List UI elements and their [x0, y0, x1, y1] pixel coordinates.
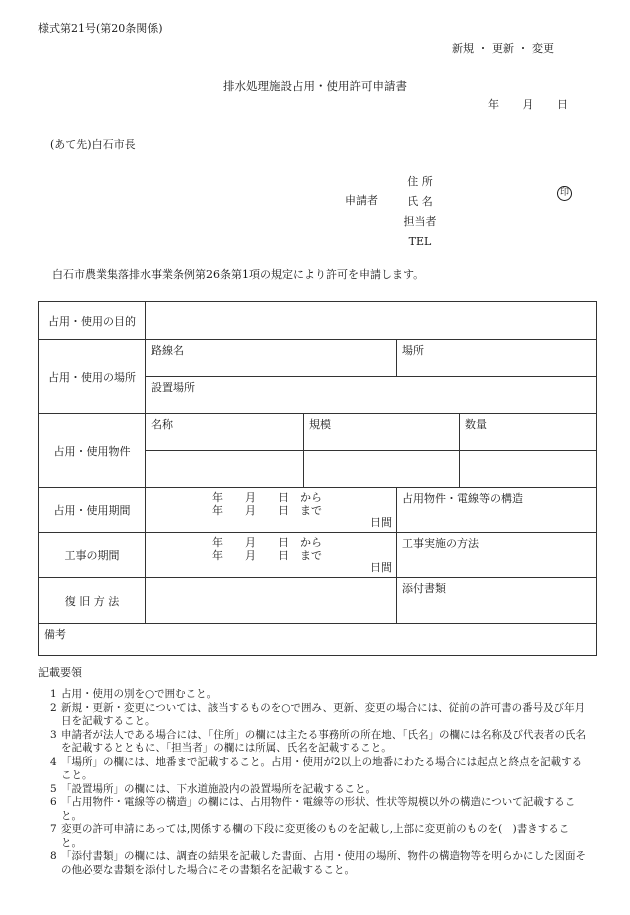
- note-item: [50, 823, 590, 850]
- note-text: 占用・使用の別を○で囲むこと。: [61, 688, 218, 700]
- period-label: 占用・使用期間: [39, 488, 146, 533]
- col-scale-label: 規模: [309, 418, 331, 431]
- note-text: 「設置場所」の欄には、下水道施設内の設置場所を記載すること。: [61, 782, 376, 795]
- notes-title: 記載要領: [38, 666, 82, 679]
- note-text: 申請者が法人である場合には、「住所」の欄には主たる事務所の所在地、「氏名」の欄には名称及び代表者の氏名を記載するとともに、「担当者」の欄には所属、氏名を記載すること。: [61, 728, 586, 754]
- application-kinds[interactable]: 新規 ・ 更新 ・ 変更: [452, 42, 554, 55]
- note-item: [50, 796, 590, 823]
- construction-to: 年 月 日 まで: [212, 549, 322, 562]
- note-item: [50, 688, 590, 702]
- period-dates: [212, 491, 322, 517]
- note-item: [50, 756, 590, 783]
- construction-from: 年 月 日 から: [212, 536, 322, 549]
- route-name-field[interactable]: [146, 340, 397, 377]
- date-line: [488, 96, 568, 112]
- applicant-address-label: 住 所: [407, 175, 433, 188]
- applicant-name-label: 氏 名: [407, 195, 433, 208]
- objects-label: 占用・使用物件: [39, 414, 146, 488]
- period-from: 年 月 日 から: [212, 491, 322, 504]
- form-number: 様式第21号(第20条関係): [38, 22, 163, 35]
- method-field[interactable]: [397, 533, 597, 578]
- page-title: 排水処理施設占用・使用許可申請書: [223, 79, 407, 93]
- note-number: 1: [50, 688, 57, 700]
- date-year: 年: [488, 98, 499, 111]
- applicant-label: 申請者: [345, 194, 378, 207]
- note-text: 「場所」の欄には、地番まで記載すること。占用・使用が2以上の地番にわたる場合には起点と終点を記載すること。: [61, 755, 583, 781]
- construction-period-field[interactable]: [146, 533, 397, 578]
- attached-field[interactable]: [397, 578, 597, 624]
- col-quantity-label: 数量: [465, 418, 487, 431]
- col-name-label: 名称: [151, 418, 173, 431]
- date-day: 日: [557, 98, 568, 111]
- note-number: 7: [50, 823, 57, 835]
- object-quantity-field-2[interactable]: [460, 451, 597, 488]
- remarks-field[interactable]: [39, 624, 597, 656]
- attached-label: 添付書類: [402, 582, 446, 595]
- location-label: 占用・使用の場所: [39, 340, 146, 414]
- object-scale-field[interactable]: [304, 414, 460, 451]
- restore-field[interactable]: [146, 578, 397, 624]
- structure-label: 占用物件・電線等の構造: [402, 492, 523, 505]
- notes-list: [50, 688, 590, 877]
- restore-label: 復 旧 方 法: [39, 578, 146, 624]
- period-days: 日間: [370, 516, 392, 529]
- purpose-label: 占用・使用の目的: [39, 302, 146, 340]
- applicant-person-label: 担当者: [403, 215, 437, 228]
- period-to: 年 月 日 まで: [212, 504, 322, 517]
- method-label: 工事実施の方法: [402, 537, 479, 550]
- note-number: 5: [50, 782, 57, 795]
- construction-days: 日間: [370, 561, 392, 574]
- note-text: 変更の許可申請にあっては,関係する欄の下段に変更後のものを記載し,上部に変更前のものを( )書きすること。: [61, 823, 570, 849]
- note-number: 6: [50, 796, 57, 808]
- note-number: 2: [50, 701, 57, 714]
- note-text: 「占用物件・電線等の構造」の欄には、占用物件・電線等の形状、性状等規模以外の構造について記載すること。: [61, 796, 576, 822]
- install-place-label: 設置場所: [151, 381, 195, 394]
- object-scale-field-2[interactable]: [304, 451, 460, 488]
- place-label: 場所: [402, 344, 424, 357]
- date-month: 月: [522, 98, 534, 111]
- note-text: 「添付書類」の欄には、調査の結果を記載した書面、占用・使用の場所、物件の構造物等を明らかにした図面その他必要な書類を添付した場合にその書類名を記載すること。: [61, 850, 586, 876]
- construction-period-label: 工事の期間: [39, 533, 146, 578]
- route-name-label: 路線名: [151, 344, 184, 357]
- install-place-field[interactable]: [146, 377, 597, 414]
- applicant-tel-label: TEL: [408, 235, 432, 248]
- object-name-field-2[interactable]: [146, 451, 304, 488]
- statement: 白石市農業集落排水事業条例第26条第1項の規定により許可を申請します。: [52, 268, 425, 281]
- note-number: 4: [50, 755, 57, 768]
- note-item: [50, 850, 590, 877]
- note-number: 8: [50, 850, 57, 862]
- purpose-field[interactable]: [146, 302, 597, 340]
- object-quantity-field[interactable]: [460, 414, 597, 451]
- note-item: [50, 783, 590, 797]
- place-field[interactable]: [397, 340, 597, 377]
- note-item: [50, 729, 590, 756]
- applicant-fields: [403, 172, 437, 252]
- note-number: 3: [50, 728, 57, 741]
- object-name-field[interactable]: [146, 414, 304, 451]
- structure-field[interactable]: [397, 488, 597, 533]
- seal-mark: 印: [557, 186, 572, 201]
- construction-dates: [212, 536, 322, 562]
- addressee: (あて先)白石市長: [50, 138, 136, 151]
- note-text: 新規・更新・変更については、該当するものを○で囲み、更新、変更の場合には、従前の許可書の番号及び年月日を記載すること。: [61, 701, 586, 727]
- application-table: [38, 301, 597, 656]
- period-field[interactable]: [146, 488, 397, 533]
- note-item: [50, 702, 590, 729]
- remarks-label: 備考: [44, 628, 66, 641]
